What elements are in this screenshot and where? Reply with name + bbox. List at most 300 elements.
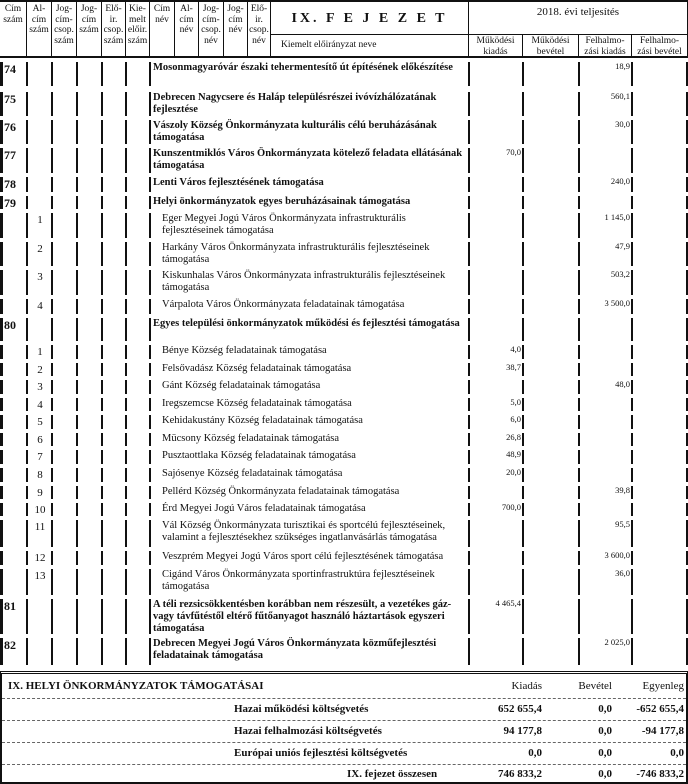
column-divider [51,599,53,634]
value-mukodesi-kiadas: 38,7 [506,362,521,372]
column-divider [631,177,633,192]
appropriation-name: Vászoly Község Önkormányzata kulturális célú beruházásának támogatása [153,120,437,143]
appropriation-name: Veszprém Megyei Jogú Város sport célú fejlesztésének támogatása [162,551,444,562]
column-divider [51,363,53,376]
column-divider [522,62,524,86]
appropriation-name: Kiskunhalas Város Önkormányzata infrastrukturális fejlesztéseinek támogatása [162,270,446,293]
column-divider [76,345,78,359]
column-divider [0,177,3,192]
column-divider [51,299,53,314]
column-divider [149,415,151,429]
column-divider [522,415,524,429]
column-divider [522,569,524,595]
column-divider [101,345,103,359]
alcim-number: 10 [34,504,46,516]
column-divider [101,62,103,86]
appropriation-name: Harkány Város Önkormányzata infrastrukturális fejlesztéseinek támogatása [162,242,430,265]
column-divider [149,62,151,86]
column-divider [0,468,3,482]
alcim-number: 9 [37,487,43,499]
value-mukodesi-kiadas: 20,0 [506,467,521,477]
column-divider [149,148,151,173]
appropriation-name: Pellérd Község Önkormányzata feladatainak támogatása [162,486,400,497]
column-divider [149,213,151,238]
value-felhalmozasi-kiadas: 3 500,0 [604,298,630,308]
column-divider [125,433,127,446]
column-divider [101,486,103,499]
column-divider [522,196,524,209]
appropriation-name: Érd Megyei Jogú Város feladatainak támogatása [162,503,366,514]
header-felhalmozasi-kiadas: Felhalmo- zási kiadás [578,35,631,58]
summary-egyenleg: 0,0 [670,747,684,759]
summary-col-kiadas: Kiadás [511,680,542,692]
column-divider [26,380,28,394]
column-divider [26,599,28,634]
alcim-number: 3 [37,381,43,393]
column-divider [26,363,28,376]
table-row [0,297,688,316]
column-divider [125,270,127,295]
column-divider [0,433,3,446]
alcim-number: 1 [37,346,43,358]
column-divider [578,599,580,634]
column-divider [26,242,28,266]
column-divider [51,398,53,411]
column-divider [51,213,53,238]
table-row [0,175,688,194]
column-divider [51,415,53,429]
column-divider [26,62,28,86]
column-divider [0,62,3,86]
column-divider [101,415,103,429]
value-felhalmozasi-kiadas: 503,2 [610,269,630,279]
table-row [0,597,688,636]
column-divider [51,148,53,173]
summary-col-bevetel: Bevétel [578,680,612,692]
column-divider [51,92,53,116]
column-divider [0,242,3,266]
value-felhalmozasi-kiadas: 47,9 [615,241,630,251]
table-row [0,378,688,396]
summary-kiadas: 94 177,8 [503,725,542,737]
summary-bevetel: 0,0 [598,768,612,780]
column-divider [101,520,103,547]
appropriation-name: A téli rezsicsökkentésben korábban nem részesült, a vezetékes gáz- vagy távfűtéstől eltérő fűtőanyagot használó háztartások egyszeri támogatása [153,599,452,634]
column-divider [76,503,78,516]
header-jogcimcsop-szam: Jog- cím- csop. szám [51,2,76,58]
column-divider [125,318,127,341]
appropriation-name: Helyi önkormányzatok egyes beruházásainak támogatása [153,196,411,207]
table-row [0,549,688,567]
column-divider [101,92,103,116]
column-divider [578,318,580,341]
column-divider [578,415,580,429]
column-divider [631,242,633,266]
value-felhalmozasi-kiadas: 2 025,0 [604,637,630,647]
summary-col-egyenleg: Egyenleg [642,680,684,692]
column-divider [51,62,53,86]
column-divider [149,638,151,665]
column-divider [26,213,28,238]
alcim-number: 5 [37,416,43,428]
column-divider [125,299,127,314]
table-row [0,240,688,268]
appropriation-name: Pusztaottlaka Község feladatainak támogatása [162,450,356,461]
column-divider [468,486,470,499]
column-divider [0,120,3,144]
column-divider [26,177,28,192]
alcim-number: 4 [37,300,43,312]
value-felhalmozasi-kiadas: 30,0 [615,119,630,129]
column-divider [631,318,633,341]
value-felhalmozasi-kiadas: 95,5 [615,519,630,529]
appropriation-name: Mücsony Község feladatainak támogatása [162,433,339,444]
column-divider [522,299,524,314]
column-divider [522,345,524,359]
column-divider [149,363,151,376]
header-eloir-csop-nev: Elő- ir. csop. név [247,2,270,58]
column-divider [631,363,633,376]
summary-kiadas: 746 833,2 [498,768,542,780]
value-mukodesi-kiadas: 70,0 [506,147,521,157]
column-divider [0,196,3,209]
column-divider [51,120,53,144]
cim-number: 78 [4,177,16,191]
column-divider [125,599,127,634]
column-divider [26,398,28,411]
value-felhalmozasi-kiadas: 39,8 [615,485,630,495]
summary-egyenleg: -94 177,8 [641,725,684,737]
value-felhalmozasi-kiadas: 48,0 [615,379,630,389]
table-row [0,396,688,413]
column-divider [101,551,103,565]
value-mukodesi-kiadas: 26,8 [506,432,521,442]
column-divider [101,299,103,314]
appropriation-name: Felsővadász Község feladatainak támogatása [162,363,352,374]
summary-row-osszesen [2,764,686,784]
alcim-number: 11 [34,521,46,533]
table-row [0,567,688,597]
column-divider [149,242,151,266]
column-divider [631,503,633,516]
summary-row-hazai-felhalmozasi [2,720,686,743]
column-divider [578,450,580,464]
column-divider [149,468,151,482]
column-divider [76,551,78,565]
column-divider [0,148,3,173]
column-divider [0,270,3,295]
column-divider [51,569,53,595]
header-jogcim-szam: Jog- cím szám [76,2,101,58]
column-divider [76,177,78,192]
column-divider [0,520,3,547]
summary-title: IX. HELYI ÖNKORMÁNYZATOK TÁMOGATÁSAI [8,680,264,692]
summary-kiadas: 0,0 [528,747,542,759]
column-divider [76,638,78,665]
column-divider [631,569,633,595]
column-divider [522,638,524,665]
column-divider [149,299,151,314]
column-divider [149,520,151,547]
column-divider [0,551,3,565]
column-divider [125,468,127,482]
column-divider [149,318,151,341]
appropriation-name: Mosonmagyaróvár északi tehermentesítő út építésének előkészítése [153,62,453,73]
column-divider [522,380,524,394]
column-divider [51,196,53,209]
column-divider [125,196,127,209]
column-divider [26,318,28,341]
column-divider [76,520,78,547]
column-divider [125,62,127,86]
appropriation-name: Debrecen Nagycsere és Haláp településrészei ivóvízhálózatának fejlesztése [153,92,437,115]
table-row [0,268,688,297]
column-divider [468,520,470,547]
table-row [0,118,688,146]
header-jogcimcsop-nev: Jog- cím- csop. név [198,2,223,58]
table-row [0,194,688,211]
column-divider [631,468,633,482]
column-divider [149,551,151,565]
column-divider [51,486,53,499]
column-divider [101,569,103,595]
column-divider [26,120,28,144]
column-divider [101,433,103,446]
column-divider [468,270,470,295]
column-divider [26,270,28,295]
appropriation-name: Kunszentmiklós Város Önkormányzata kötelező feladata ellátásának támogatása [153,148,463,171]
column-divider [468,299,470,314]
column-divider [468,551,470,565]
column-divider [125,380,127,394]
summary-egyenleg: -746 833,2 [636,768,684,780]
column-divider [101,120,103,144]
column-divider [125,213,127,238]
column-divider [101,196,103,209]
column-divider [468,318,470,341]
table-row [0,146,688,175]
column-divider [51,503,53,516]
column-divider [76,120,78,144]
column-divider [26,148,28,173]
column-divider [0,318,3,341]
alcim-number: 7 [37,451,43,463]
column-divider [578,345,580,359]
column-divider [76,363,78,376]
column-divider [76,486,78,499]
column-divider [631,551,633,565]
header-eloir-csop-szam: Elő- ir. csop. szám [101,2,125,58]
column-divider [76,270,78,295]
column-divider [0,638,3,665]
column-divider [522,213,524,238]
column-divider [101,599,103,634]
header-alcim-nev: Al- cím név [174,2,198,58]
cim-number: 82 [4,638,16,652]
value-felhalmozasi-kiadas: 36,0 [615,568,630,578]
appropriation-name: Kehidakustány Község feladatainak támogatása [162,415,363,426]
column-divider [51,177,53,192]
column-divider [149,486,151,499]
alcim-number: 6 [37,434,43,446]
column-divider [468,569,470,595]
column-divider [522,270,524,295]
column-divider [125,345,127,359]
column-divider [522,486,524,499]
column-divider [631,270,633,295]
column-divider [76,62,78,86]
appropriation-name: Eger Megyei Jogú Város Önkormányzata infrastrukturális fejlesztéseinek támogatása [162,213,406,236]
column-divider [631,120,633,144]
column-divider [51,242,53,266]
header-alcim-szam: Al- cím szám [26,2,51,58]
value-felhalmozasi-kiadas: 1 145,0 [604,212,630,222]
column-divider [522,242,524,266]
column-divider [76,242,78,266]
column-divider [101,363,103,376]
summary-label: Hazai felhalmozási költségvetés [234,725,382,737]
column-divider [26,468,28,482]
column-divider [631,345,633,359]
alcim-number: 8 [37,469,43,481]
column-divider [631,638,633,665]
table-row [0,316,688,343]
column-divider [101,242,103,266]
column-divider [0,380,3,394]
appropriation-name: Várpalota Város Önkormányzata feladatainak támogatása [162,299,405,310]
column-divider [101,450,103,464]
column-divider [76,433,78,446]
column-divider [522,520,524,547]
column-divider [125,450,127,464]
column-divider [578,503,580,516]
column-divider [76,148,78,173]
column-divider [0,486,3,499]
column-divider [26,92,28,116]
column-divider [51,551,53,565]
column-divider [125,242,127,266]
column-divider [578,468,580,482]
column-divider [101,177,103,192]
column-divider [125,503,127,516]
column-divider [468,92,470,116]
column-divider [522,468,524,482]
column-divider [76,599,78,634]
column-divider [149,433,151,446]
header-kiemelt-eloir-szam: Kie- melt előir. szám [125,2,149,58]
column-divider [631,415,633,429]
column-divider [76,450,78,464]
column-divider [125,120,127,144]
summary-label: Európai uniós fejlesztési költségvetés [234,747,408,759]
column-divider [631,398,633,411]
column-divider [149,503,151,516]
column-divider [101,503,103,516]
header-mukodesi-bevetel: Működési bevétel [522,35,578,58]
column-divider [125,569,127,595]
summary-label: IX. fejezet összesen [347,768,438,780]
column-divider [468,120,470,144]
column-divider [26,486,28,499]
column-divider [468,196,470,209]
column-divider [26,569,28,595]
header-cim-szam: Cím szám [3,4,23,25]
column-divider [522,177,524,192]
table-row [0,448,688,466]
alcim-number: 2 [37,243,43,255]
column-divider [0,503,3,516]
value-mukodesi-kiadas: 5,0 [510,397,521,407]
table-row [0,431,688,448]
column-divider [101,270,103,295]
column-divider [26,638,28,665]
cim-number: 80 [4,318,16,332]
alcim-number: 4 [37,399,43,411]
column-divider [26,299,28,314]
column-divider [76,213,78,238]
column-divider [0,213,3,238]
table-row [0,211,688,240]
column-divider [631,148,633,173]
column-divider [76,318,78,341]
alcim-number: 3 [37,271,43,283]
cim-number: 74 [4,62,16,76]
column-divider [522,363,524,376]
column-divider [125,638,127,665]
column-divider [51,520,53,547]
column-divider [101,638,103,665]
column-divider [0,450,3,464]
table-row [0,361,688,378]
summary-bevetel: 0,0 [598,703,612,715]
column-divider [578,363,580,376]
table-row [0,501,688,518]
value-mukodesi-kiadas: 4 465,4 [495,598,521,608]
appropriation-name: Sajósenye Község feladatainak támogatása [162,468,343,479]
column-divider [76,415,78,429]
column-divider [101,468,103,482]
column-divider [149,196,151,209]
value-mukodesi-kiadas: 4,0 [510,344,521,354]
alcim-number: 1 [37,214,43,226]
chapter-summary [0,671,688,784]
column-divider [0,92,3,116]
column-divider [125,148,127,173]
column-divider [631,196,633,209]
column-divider [0,398,3,411]
column-divider [631,380,633,394]
column-divider [0,599,3,634]
column-divider [101,380,103,394]
column-divider [522,433,524,446]
appropriation-name: Egyes települési önkormányzatok működési és fejlesztési támogatása [153,318,460,329]
header-jogcim-nev: Jog- cím név [223,2,247,58]
header-mukodesi-kiadas: Működési kiadás [468,35,522,58]
column-divider [125,398,127,411]
column-divider [125,363,127,376]
column-divider [631,599,633,634]
column-divider [26,520,28,547]
table-row [0,60,688,88]
column-divider [51,318,53,341]
column-divider [149,398,151,411]
summary-header-row [2,674,686,699]
table-row [0,636,688,667]
column-divider [578,148,580,173]
column-divider [51,638,53,665]
value-felhalmozasi-kiadas: 3 600,0 [604,550,630,560]
column-divider [631,520,633,547]
